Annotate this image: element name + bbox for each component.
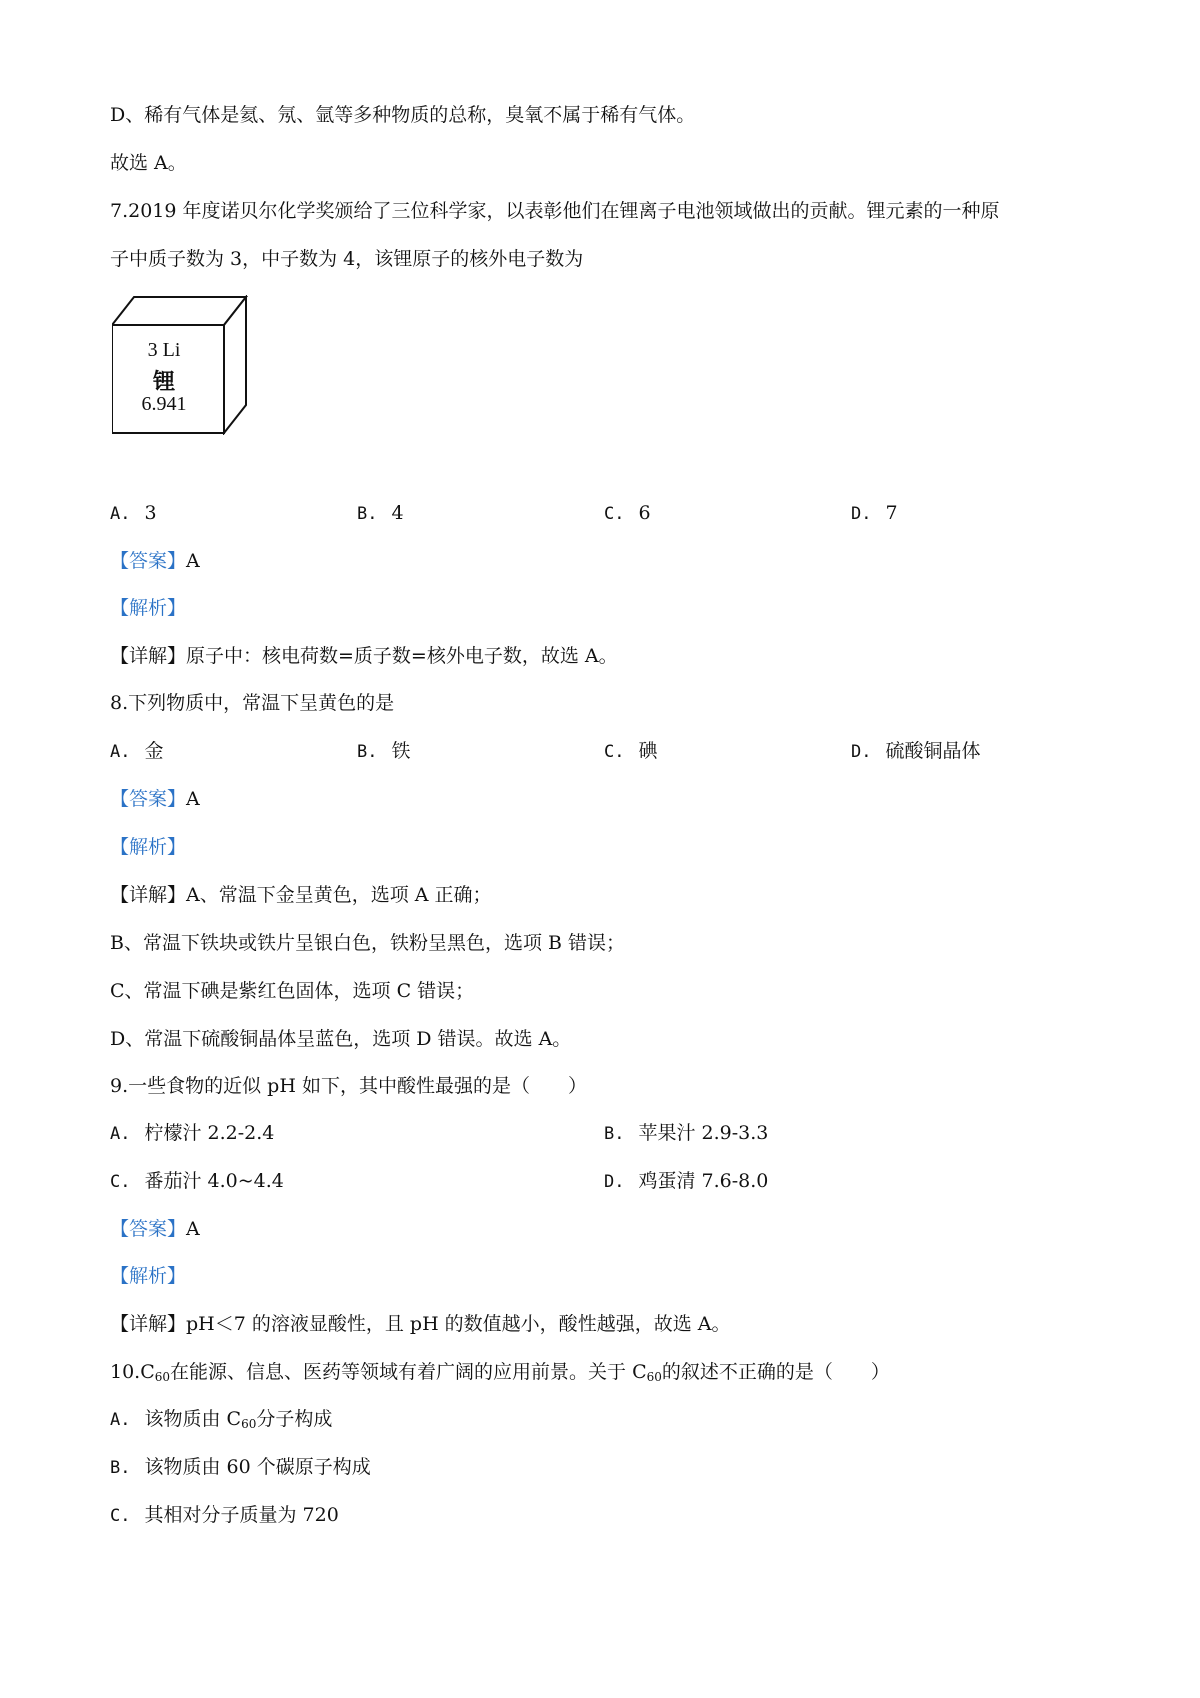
q8-detail-b: B、常温下铁块或铁片呈银白色，铁粉呈黑色，选项 B 错误；	[110, 932, 626, 954]
q8-analysis-label: 【解析】	[110, 836, 187, 858]
q9-analysis-label: 【解析】	[110, 1265, 187, 1287]
q7-option-b: B. 4	[357, 502, 404, 524]
q9-option-d: D. 鸡蛋清 7.6-8.0	[604, 1170, 769, 1192]
q9-answer: 【答案】A	[110, 1218, 200, 1240]
q10-option-b: B. 该物质由 60 个碳原子构成	[110, 1456, 371, 1478]
element-name: 锂	[152, 370, 175, 395]
q9-option-b: B. 苹果汁 2.9-3.3	[604, 1122, 769, 1144]
q9-detail: 【详解】pH＜7 的溶液显酸性，且 pH 的数值越小，酸性越强，故选 A。	[110, 1313, 731, 1335]
q7-stem-line2: 子中质子数为 3，中子数为 4，该锂原子的核外电子数为	[110, 248, 584, 270]
q10-option-a: A. 该物质由 $C_{60}$分子构成	[110, 1408, 333, 1431]
q6-explain-d: D、稀有气体是氦、氖、氩等多种物质的总称，臭氧不属于稀有气体。	[110, 104, 696, 126]
q10-stem: $10.C_{60}$在能源、信息、医药等领域有着广阔的应用前景。关于 $C_{60}$的叙述不正确的是（ ）	[110, 1361, 890, 1384]
q8-option-c: C. 碘	[604, 740, 658, 762]
q8-detail: 【详解】A、常温下金呈黄色，选项 A 正确；	[110, 884, 492, 906]
q7-option-d: D. 7	[851, 502, 898, 524]
q7-answer: 【答案】A	[110, 550, 200, 572]
element-number-symbol: 3 Li	[147, 339, 181, 361]
q8-answer: 【答案】A	[110, 788, 200, 810]
q7-analysis-label: 【解析】	[110, 597, 187, 619]
q10-option-c: C. 其相对分子质量为 720	[110, 1504, 339, 1526]
q9-option-a: A. 柠檬汁 2.2-2.4	[110, 1122, 275, 1144]
q7-stem-line1: 7.2019 年度诺贝尔化学奖颁给了三位科学家，以表彰他们在锂离子电池领域做出的贡献。锂元素的一种原	[110, 200, 1000, 222]
element-mass: 6.941	[141, 393, 187, 415]
q8-option-b: B. 铁	[357, 740, 411, 762]
q7-detail: 【详解】原子中：核电荷数=质子数=核外电子数，故选 A。	[110, 645, 618, 667]
q7-option-c: C. 6	[604, 502, 651, 524]
q9-option-c: C. 番茄汁 4.0~4.4	[110, 1170, 284, 1192]
q9-stem: 9.一些食物的近似 pH 如下，其中酸性最强的是（ ）	[110, 1075, 587, 1097]
q8-option-a: A. 金	[110, 740, 164, 762]
lithium-element-card	[112, 295, 262, 435]
q7-option-a: A. 3	[110, 502, 157, 524]
q6-conclusion: 故选 A。	[110, 152, 187, 174]
q8-option-d: D. 硫酸铜晶体	[851, 740, 981, 762]
q8-detail-d: D、常温下硫酸铜晶体呈蓝色，选项 D 错误。故选 A。	[110, 1028, 572, 1050]
q8-detail-c: C、常温下碘是紫红色固体，选项 C 错误；	[110, 980, 475, 1002]
q8-stem: 8.下列物质中，常温下呈黄色的是	[110, 692, 395, 714]
